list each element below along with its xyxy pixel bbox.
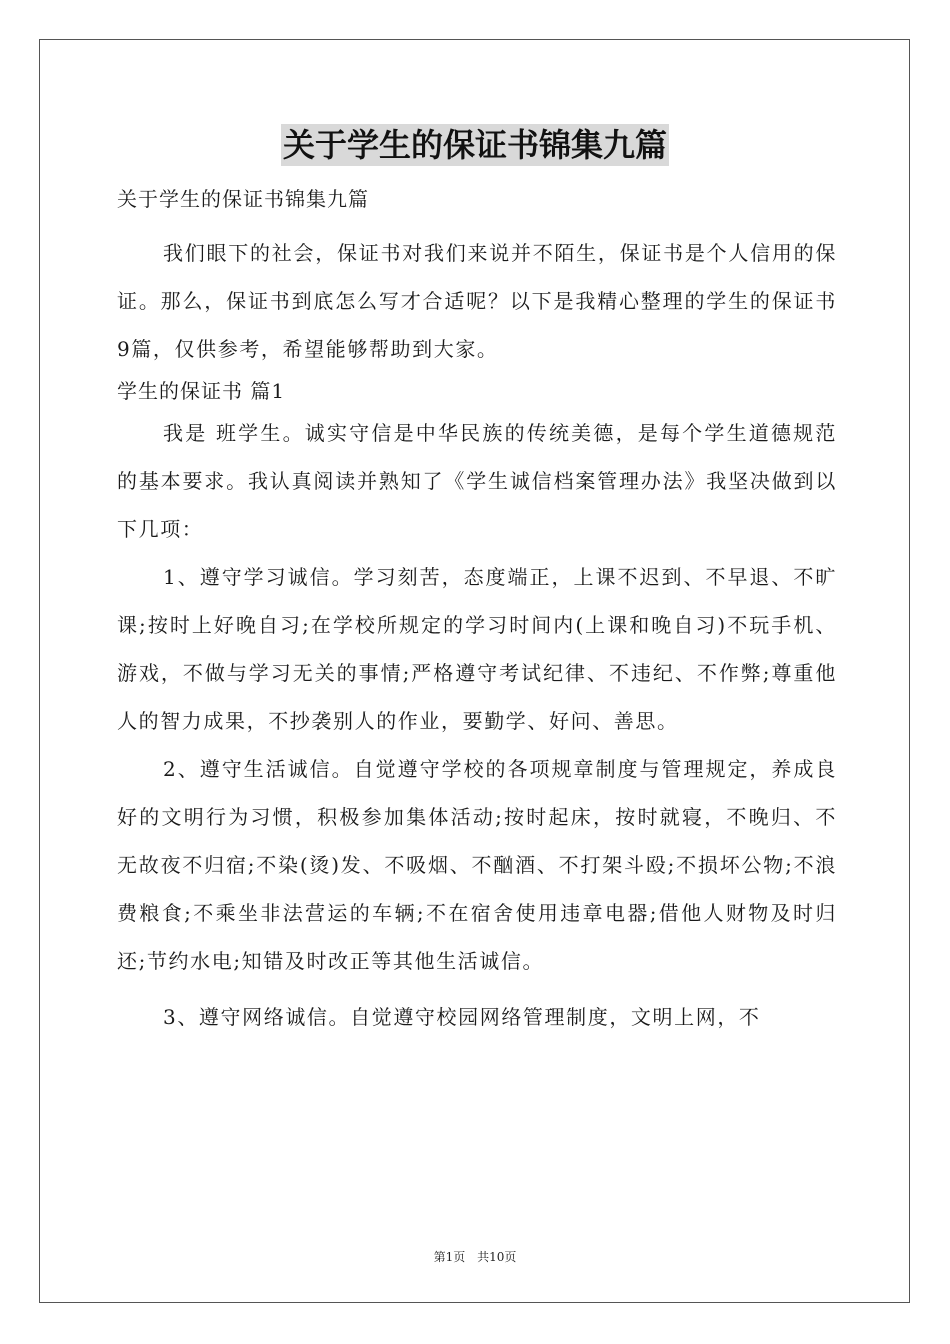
document-subtitle: 关于学生的保证书锦集九篇 (117, 187, 369, 211)
body-paragraph: 3、遵守网络诚信。自觉遵守校园网络管理制度，文明上网，不 (163, 1005, 761, 1029)
document-body (117, 181, 837, 1041)
page-footer (0, 1248, 950, 1265)
title-container (0, 124, 950, 166)
body-paragraph: 我是 班学生。诚实守信是中华民族的传统美德，是每个学生道德规范的基本要求。我认真阅读并熟知了《学生诚信档案管理办法》我坚决做到以下几项： (117, 421, 837, 541)
body-paragraph: 2、遵守生活诚信。自觉遵守学校的各项规章制度与管理规定，养成良好的文明行为习惯，积极参加集体活动;按时起床，按时就寝，不晚归、不无故夜不归宿;不染(烫)发、不吸烟、不酗酒、不打架斗殴;不损坏公物;不浪费粮食;不乘坐非法营运的车辆;不在宿舍使用违章电器;借他人财物及时归还;节约水电;知错及时改正等其他生活诚信。 (117, 757, 837, 973)
intro-paragraph: 我们眼下的社会，保证书对我们来说并不陌生，保证书是个人信用的保证。那么，保证书到底怎么写才合适呢？以下是我精心整理的学生的保证书9篇，仅供参考，希望能够帮助到大家。 (117, 241, 837, 361)
page-total: 共10页 (477, 1250, 517, 1264)
body-paragraph: 1、遵守学习诚信。学习刻苦，态度端正，上课不迟到、不早退、不旷课;按时上好晚自习;在学校所规定的学习时间内(上课和晚自习)不玩手机、游戏，不做与学习无关的事情;严格遵守考试纪律、不违纪、不作弊;尊重他人的智力成果，不抄袭别人的作业，要勤学、好问、善思。 (117, 565, 837, 733)
section-heading: 学生的保证书 篇1 (117, 379, 286, 403)
document-title: 关于学生的保证书锦集九篇 (282, 126, 667, 164)
page-number: 第1页 (433, 1250, 466, 1264)
